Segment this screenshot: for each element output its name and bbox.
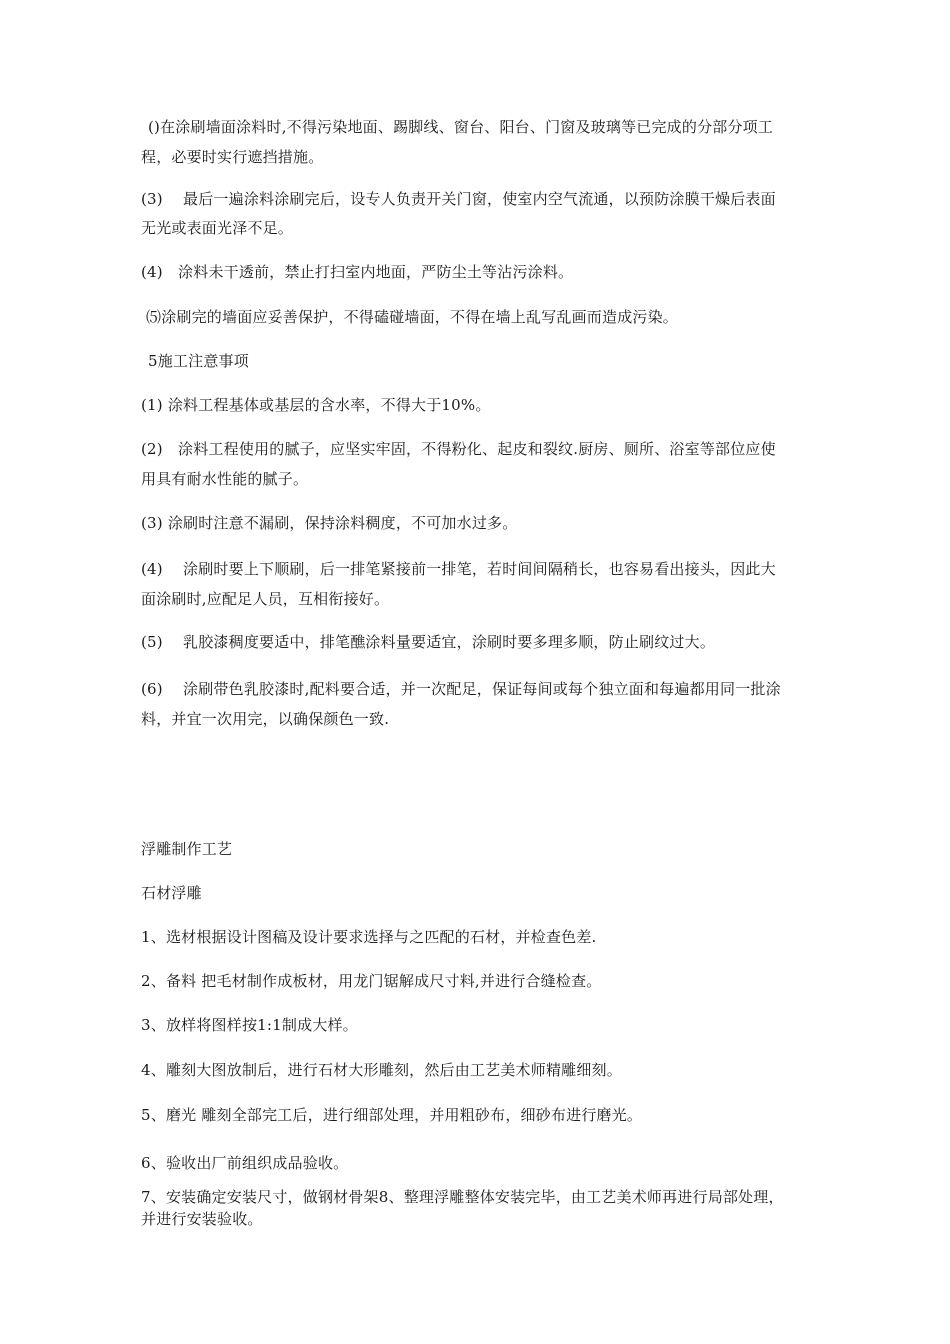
list-item: 并进行安装验收。	[141, 1210, 263, 1228]
paragraph-line: (4) 涂刷时要上下顺刷，后一排笔紧接前一排笔，若时间间隔稍长，也容易看出接头，因此大	[141, 560, 776, 578]
paragraph-line: 面涂刷时,应配足人员，互相衔接好。	[141, 590, 390, 608]
list-item: 4、雕刻大图放制后，进行石材大形雕刻，然后由工艺美术师精雕细刻。	[141, 1061, 622, 1079]
paragraph-line: (3) 涂刷时注意不漏刷，保持涂料稠度，不可加水过多。	[141, 514, 518, 532]
section-heading: 5施工注意事项	[148, 352, 249, 370]
list-item: 7、安装确定安装尺寸，做钢材骨架8、整理浮雕整体安装完毕，由工艺美术师再进行局部处理，	[141, 1188, 784, 1206]
paragraph-line: (3) 最后一遍涂料涂刷完后，设专人负责开关门窗，使室内空气流通，以预防涂膜干燥后表面	[141, 190, 776, 208]
list-item: 5、磨光 雕刻全部完工后，进行细部处理，并用粗砂布，细砂布进行磨光。	[141, 1106, 643, 1124]
list-item: 6、验收出厂前组织成品验收。	[141, 1154, 349, 1172]
paragraph-line: ()在涂刷墙面涂料时,不得污染地面、踢脚线、窗台、阳台、门窗及玻璃等已完成的分部分项工	[148, 118, 774, 136]
section-subtitle: 石材浮雕	[141, 884, 202, 902]
paragraph-line: (6) 涂刷带色乳胶漆时,配料要合适，并一次配足，保证每间或每个独立面和每遍都用同一批涂	[141, 680, 781, 698]
paragraph-line: (1) 涂料工程基体或基层的含水率，不得大于10%。	[141, 396, 491, 414]
paragraph-line: (5) 乳胶漆稠度要适中，排笔醮涂料量要适宜，涂刷时要多理多顺，防止刷纹过大。	[141, 633, 716, 651]
paragraph-line: 无光或表面光泽不足。	[141, 219, 294, 237]
paragraph-line: 程，必要时实行遮挡措施。	[141, 148, 324, 166]
paragraph-line: (4) 涂料未干透前，禁止打扫室内地面，严防尘土等沾污涂料。	[141, 263, 574, 281]
paragraph-line: 用具有耐水性能的腻子。	[141, 470, 309, 488]
paragraph-line: 料，并宜一次用完，以确保颜色一致.	[141, 710, 390, 728]
list-item: 1、选材根据设计图稿及设计要求选择与之匹配的石材，并检查色差.	[141, 928, 597, 946]
paragraph-line: (2) 涂料工程使用的腻子，应坚实牢固，不得粉化、起皮和裂纹.厨房、厕所、浴室等部位应使	[141, 440, 776, 458]
section-title: 浮雕制作工艺	[141, 840, 233, 858]
list-item: 3、放样将图样按1:1制成大样。	[141, 1016, 358, 1034]
paragraph-line: ⑸涂刷完的墙面应妥善保护，不得磕碰墙面，不得在墙上乱写乱画而造成污染。	[146, 308, 679, 326]
list-item: 2、备料 把毛材制作成板材，用龙门锯解成尺寸料,并进行合缝检查。	[141, 972, 602, 990]
